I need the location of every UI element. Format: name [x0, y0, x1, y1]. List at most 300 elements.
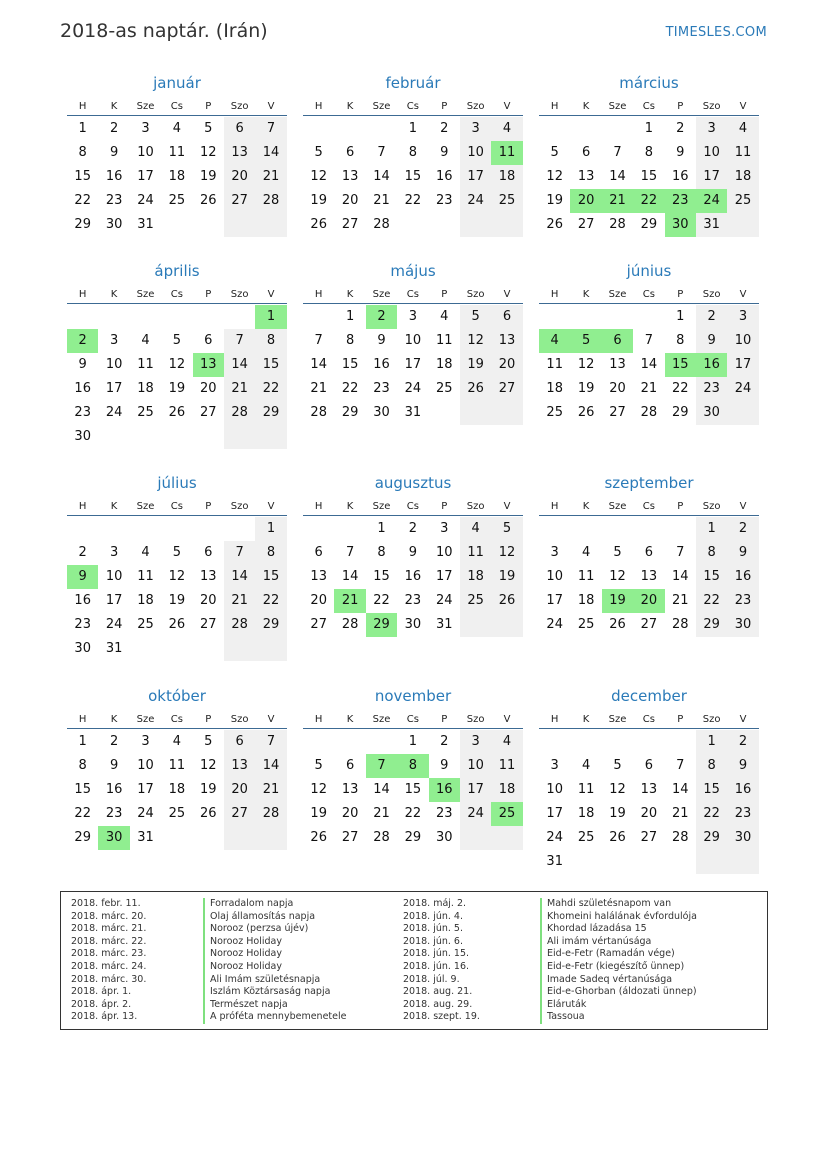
day-cell: 18 [435, 357, 453, 372]
day-cell: 28 [310, 405, 327, 420]
day-cell: 2 [109, 121, 119, 136]
day-cell: 13 [640, 782, 658, 797]
day-cell: 17 [460, 778, 491, 802]
day-cell: 5 [172, 545, 181, 560]
weekday-label: V [267, 288, 275, 300]
day-cell: 16 [435, 169, 453, 184]
day-cell: 31 [404, 405, 422, 420]
day-cell: 23 [373, 381, 390, 396]
day-cell: 17 [435, 569, 453, 584]
day-cell: 26 [199, 806, 217, 821]
day-cell: 27 [640, 830, 658, 845]
day-cell: 6 [314, 545, 323, 560]
legend-date: 2018. jún. 6. [403, 935, 464, 947]
day-cell: 8 [408, 145, 417, 160]
day-cell: 27 [577, 217, 595, 232]
day-cell: 23 [435, 806, 453, 821]
day-cell: 20 [199, 381, 217, 396]
month-11 [303, 685, 523, 850]
day-cell: 29 [341, 405, 359, 420]
day-cell: 8 [377, 545, 386, 560]
weekday-label: Szo [466, 100, 485, 112]
empty-cell [397, 213, 428, 237]
day-cell: 11 [137, 357, 154, 372]
day-cell: 21 [224, 377, 255, 401]
day-cell: 22 [671, 381, 689, 396]
day-cell: 3 [109, 545, 119, 560]
weekday-label: V [739, 100, 747, 112]
day-cell: 17 [460, 165, 491, 189]
day-cell: 5 [204, 734, 213, 749]
empty-cell [193, 826, 224, 850]
day-cell: 26 [199, 193, 217, 208]
day-cell: 27 [199, 405, 217, 420]
month-8 [303, 472, 523, 637]
empty-cell [633, 305, 664, 329]
days-grid [539, 305, 759, 425]
day-cell: 10 [460, 141, 491, 165]
day-cell: 1 [255, 517, 286, 541]
day-cell: 11 [546, 357, 563, 372]
day-cell: 27 [609, 405, 626, 420]
day-cell: 26 [491, 589, 522, 613]
day-cell: 21 [255, 778, 286, 802]
empty-cell [602, 117, 633, 141]
weekday-label: P [441, 288, 448, 300]
weekday-header [539, 285, 759, 304]
weekday-label: Sze [608, 500, 627, 512]
weekday-label: Sze [608, 713, 627, 725]
month-name: június [626, 262, 672, 280]
day-cell: 13 [224, 141, 255, 165]
empty-cell [67, 517, 98, 541]
empty-cell [727, 850, 758, 874]
legend-date: 2018. febr. 11. [71, 898, 141, 909]
day-cell: 28 [373, 830, 390, 845]
day-cell: 29 [696, 613, 727, 637]
weekday-header [303, 497, 523, 516]
legend-date: 2018. márc. 20. [71, 910, 147, 922]
day-cell: 5 [314, 145, 323, 160]
weekday-label: H [550, 288, 559, 300]
day-cell: 9 [727, 754, 758, 778]
weekday-label: Szo [230, 100, 249, 112]
day-cell: 25 [168, 193, 186, 208]
day-cell: 28 [640, 405, 658, 420]
empty-cell [161, 637, 192, 661]
month-1 [67, 72, 287, 237]
days-grid [303, 730, 523, 850]
day-cell: 1 [408, 734, 417, 749]
day-cell: 27 [640, 617, 658, 632]
day-cell: 22 [404, 193, 422, 208]
day-cell: 15 [404, 782, 422, 797]
holiday-day-cell: 13 [193, 353, 224, 377]
day-cell: 14 [224, 565, 255, 589]
day-cell: 20 [609, 381, 626, 396]
day-cell: 13 [310, 569, 327, 584]
day-cell: 26 [609, 830, 626, 845]
legend-holiday-name: Norooz Holiday [203, 948, 346, 961]
day-cell: 25 [577, 617, 595, 632]
day-cell: 6 [204, 545, 213, 560]
holiday-day-cell: 19 [602, 589, 633, 613]
empty-cell [539, 305, 570, 329]
day-cell: 28 [373, 217, 390, 232]
day-cell: 6 [345, 758, 355, 773]
day-cell: 23 [727, 589, 758, 613]
day-cell: 25 [577, 830, 595, 845]
brand-link[interactable]: TIMESLES.COM [665, 25, 767, 40]
days-grid [67, 730, 287, 850]
empty-cell [224, 213, 255, 237]
legend-holiday-name: Norooz Holiday [203, 936, 346, 949]
legend-date: 2018. márc. 23. [71, 948, 147, 960]
empty-cell [460, 213, 491, 237]
weekday-label: H [550, 713, 559, 725]
day-cell: 12 [310, 782, 327, 797]
day-cell: 25 [168, 806, 186, 821]
day-cell: 21 [671, 806, 689, 821]
holiday-day-cell: 29 [366, 613, 397, 637]
empty-cell [255, 425, 286, 449]
weekday-header [303, 710, 523, 729]
day-cell: 10 [137, 758, 154, 773]
holiday-day-cell: 6 [602, 329, 633, 353]
day-cell: 10 [727, 329, 758, 353]
day-cell: 14 [255, 754, 286, 778]
day-cell: 25 [137, 617, 154, 632]
empty-cell [255, 637, 286, 661]
day-cell: 31 [137, 830, 154, 845]
day-cell: 29 [671, 405, 689, 420]
weekday-label: Cs [170, 100, 183, 112]
day-cell: 5 [204, 121, 213, 136]
month-12 [539, 685, 759, 874]
day-cell: 7 [224, 541, 255, 565]
legend-date: 2018. ápr. 1. [71, 986, 132, 998]
legend-date: 2018. jún. 15. [403, 948, 470, 960]
day-cell: 4 [581, 545, 591, 560]
day-cell: 2 [696, 305, 727, 329]
day-cell: 8 [78, 758, 87, 773]
weekday-label: K [110, 288, 118, 300]
weekday-label: K [346, 288, 354, 300]
day-cell: 15 [696, 565, 727, 589]
day-cell: 19 [168, 593, 186, 608]
empty-cell [161, 826, 192, 850]
day-cell: 18 [168, 782, 186, 797]
day-cell: 1 [78, 734, 87, 749]
day-cell: 19 [609, 806, 626, 821]
holiday-day-cell: 22 [633, 189, 664, 213]
month-2 [303, 72, 523, 237]
weekday-label: K [582, 100, 590, 112]
holiday-day-cell: 20 [633, 589, 664, 613]
day-cell: 4 [491, 730, 522, 754]
empty-cell [193, 637, 224, 661]
empty-cell [334, 730, 365, 754]
day-cell: 12 [577, 357, 595, 372]
weekday-label: P [205, 100, 212, 112]
day-cell: 6 [345, 145, 355, 160]
day-cell: 17 [696, 165, 727, 189]
month-name: március [619, 74, 679, 92]
weekday-label: V [267, 713, 275, 725]
legend-date: 2018. szept. 19. [403, 1011, 480, 1023]
day-cell: 30 [727, 826, 758, 850]
weekday-label: K [346, 100, 354, 112]
legend-holiday-name: Iszlám Köztársaság napja [203, 986, 346, 999]
day-cell: 16 [727, 565, 758, 589]
month-name: augusztus [374, 474, 452, 492]
day-cell: 12 [546, 169, 563, 184]
day-cell: 28 [341, 617, 359, 632]
days-grid [67, 117, 287, 237]
day-cell: 8 [345, 333, 355, 348]
day-cell: 27 [224, 189, 255, 213]
empty-cell [460, 401, 491, 425]
day-cell: 15 [404, 169, 422, 184]
day-cell: 31 [105, 641, 123, 656]
day-cell: 20 [341, 193, 359, 208]
day-cell: 12 [460, 329, 491, 353]
day-cell: 5 [613, 758, 622, 773]
day-cell: 22 [255, 589, 286, 613]
weekday-label: Cs [406, 100, 419, 112]
weekday-label: Sze [372, 713, 391, 725]
day-cell: 11 [491, 754, 522, 778]
empty-cell [429, 401, 460, 425]
day-cell: 6 [644, 758, 653, 773]
day-cell: 24 [105, 405, 123, 420]
empty-cell [334, 517, 365, 541]
day-cell: 10 [546, 782, 563, 797]
empty-cell [570, 850, 601, 874]
day-cell: 13 [577, 169, 595, 184]
day-cell: 18 [577, 806, 595, 821]
legend-holiday-name: Olaj államosítás napja [203, 911, 346, 924]
day-cell: 6 [204, 333, 213, 348]
day-cell: 6 [224, 730, 255, 754]
weekday-label: H [314, 100, 323, 112]
day-cell: 15 [373, 569, 390, 584]
weekday-label: P [441, 100, 448, 112]
day-cell: 16 [671, 169, 689, 184]
holiday-day-cell: 5 [570, 329, 601, 353]
month-10 [67, 685, 287, 850]
empty-cell [366, 117, 397, 141]
day-cell: 13 [341, 169, 359, 184]
holiday-day-cell: 25 [491, 802, 522, 826]
day-cell: 12 [168, 357, 186, 372]
legend-date: 2018. márc. 21. [71, 923, 147, 935]
day-cell: 2 [727, 730, 758, 754]
day-cell: 21 [373, 806, 390, 821]
weekday-label: K [582, 288, 590, 300]
legend-holiday-name: Természet napja [203, 999, 346, 1012]
empty-cell [161, 517, 192, 541]
empty-cell [130, 305, 161, 329]
legend-date: 2018. ápr. 13. [71, 1011, 138, 1023]
legend-date: 2018. júl. 9. [403, 973, 460, 985]
day-cell: 30 [373, 405, 390, 420]
empty-cell [255, 826, 286, 850]
weekday-label: Szo [702, 288, 721, 300]
weekday-label: V [267, 500, 275, 512]
day-cell: 17 [137, 782, 154, 797]
day-cell: 23 [727, 802, 758, 826]
weekday-label: K [110, 500, 118, 512]
day-cell: 12 [199, 758, 217, 773]
day-cell: 29 [640, 217, 658, 232]
day-cell: 28 [255, 189, 286, 213]
legend-date: 2018. márc. 30. [71, 973, 147, 985]
day-cell: 5 [491, 517, 522, 541]
empty-cell [602, 517, 633, 541]
empty-cell [570, 730, 601, 754]
holiday-day-cell: 8 [397, 754, 428, 778]
day-cell: 12 [199, 145, 217, 160]
day-cell: 31 [696, 213, 727, 237]
day-cell: 9 [78, 357, 87, 372]
weekday-label: K [582, 713, 590, 725]
day-cell: 5 [460, 305, 491, 329]
weekday-label: K [346, 713, 354, 725]
day-cell: 29 [255, 401, 286, 425]
empty-cell [570, 517, 601, 541]
day-cell: 15 [341, 357, 359, 372]
legend-holiday-name: Imade Sadeq vértanúsága [540, 974, 697, 987]
day-cell: 27 [341, 217, 359, 232]
day-cell: 7 [676, 545, 685, 560]
holiday-day-cell: 9 [67, 565, 98, 589]
holiday-day-cell: 11 [491, 141, 522, 165]
day-cell: 4 [172, 734, 181, 749]
day-cell: 15 [74, 782, 91, 797]
day-cell: 19 [310, 806, 327, 821]
day-cell: 18 [137, 381, 154, 396]
day-cell: 18 [460, 565, 491, 589]
empty-cell [602, 305, 633, 329]
day-cell: 18 [168, 169, 186, 184]
day-cell: 8 [696, 541, 727, 565]
holiday-day-cell: 21 [334, 589, 365, 613]
empty-cell [193, 305, 224, 329]
day-cell: 16 [74, 381, 91, 396]
day-cell: 6 [581, 145, 591, 160]
empty-cell [303, 730, 334, 754]
day-cell: 30 [74, 641, 91, 656]
empty-cell [161, 305, 192, 329]
legend-holiday-name: Khomeini halálának évfordulója [540, 911, 697, 924]
weekday-label: Szo [466, 500, 485, 512]
weekday-label: H [78, 100, 87, 112]
day-cell: 3 [460, 117, 491, 141]
day-cell: 22 [74, 193, 91, 208]
weekday-label: Cs [642, 713, 655, 725]
day-cell: 10 [404, 333, 422, 348]
month-6 [539, 260, 759, 425]
legend-names-left [203, 898, 346, 1024]
legend-holiday-name: A próféta mennybemenetele [203, 1011, 346, 1024]
holiday-day-cell: 23 [665, 189, 696, 213]
weekday-label: Szo [230, 500, 249, 512]
legend-date: 2018. aug. 21. [403, 986, 473, 998]
day-cell: 5 [314, 758, 323, 773]
day-cell: 1 [408, 121, 417, 136]
weekday-label: Szo [466, 713, 485, 725]
day-cell: 31 [435, 617, 453, 632]
legend-date: 2018. jún. 4. [403, 910, 464, 922]
weekday-label: P [441, 713, 448, 725]
day-cell: 13 [224, 754, 255, 778]
day-cell: 16 [74, 593, 91, 608]
day-cell: 11 [168, 145, 186, 160]
month-7 [67, 472, 287, 661]
weekday-label: Cs [170, 500, 183, 512]
day-cell: 7 [224, 329, 255, 353]
day-cell: 8 [644, 145, 653, 160]
day-cell: 24 [404, 381, 422, 396]
empty-cell [224, 517, 255, 541]
holiday-day-cell: 16 [429, 778, 460, 802]
day-cell: 10 [105, 357, 123, 372]
legend-holiday-name: Eid-e-Fetr (Ramadán vége) [540, 948, 697, 961]
days-grid [67, 517, 287, 661]
weekday-label: Sze [136, 288, 155, 300]
empty-cell [98, 305, 129, 329]
weekday-label: P [205, 500, 212, 512]
day-cell: 8 [78, 145, 87, 160]
empty-cell [491, 826, 522, 850]
day-cell: 11 [137, 569, 154, 584]
weekday-label: Sze [372, 288, 391, 300]
day-cell: 7 [255, 730, 286, 754]
day-cell: 11 [727, 141, 758, 165]
day-cell: 4 [460, 517, 491, 541]
day-cell: 4 [172, 121, 181, 136]
day-cell: 9 [109, 758, 119, 773]
day-cell: 23 [696, 377, 727, 401]
weekday-label: K [110, 713, 118, 725]
legend-dates-left [71, 898, 146, 1024]
legend-date: 2018. márc. 24. [71, 960, 147, 972]
day-cell: 14 [640, 357, 658, 372]
day-cell: 22 [373, 593, 390, 608]
day-cell: 2 [727, 517, 758, 541]
day-cell: 25 [491, 189, 522, 213]
empty-cell [665, 517, 696, 541]
day-cell: 12 [491, 541, 522, 565]
legend-date: 2018. márc. 22. [71, 935, 147, 947]
weekday-label: H [78, 713, 87, 725]
day-cell: 24 [105, 617, 123, 632]
empty-cell [633, 730, 664, 754]
day-cell: 16 [105, 169, 123, 184]
day-cell: 8 [255, 541, 286, 565]
empty-cell [491, 213, 522, 237]
day-cell: 23 [74, 617, 91, 632]
weekday-label: P [677, 288, 684, 300]
day-cell: 27 [491, 377, 522, 401]
day-cell: 9 [377, 333, 386, 348]
empty-cell [193, 517, 224, 541]
day-cell: 27 [224, 802, 255, 826]
day-cell: 17 [546, 806, 563, 821]
holiday-day-cell: 16 [696, 353, 727, 377]
weekday-label: K [110, 100, 118, 112]
